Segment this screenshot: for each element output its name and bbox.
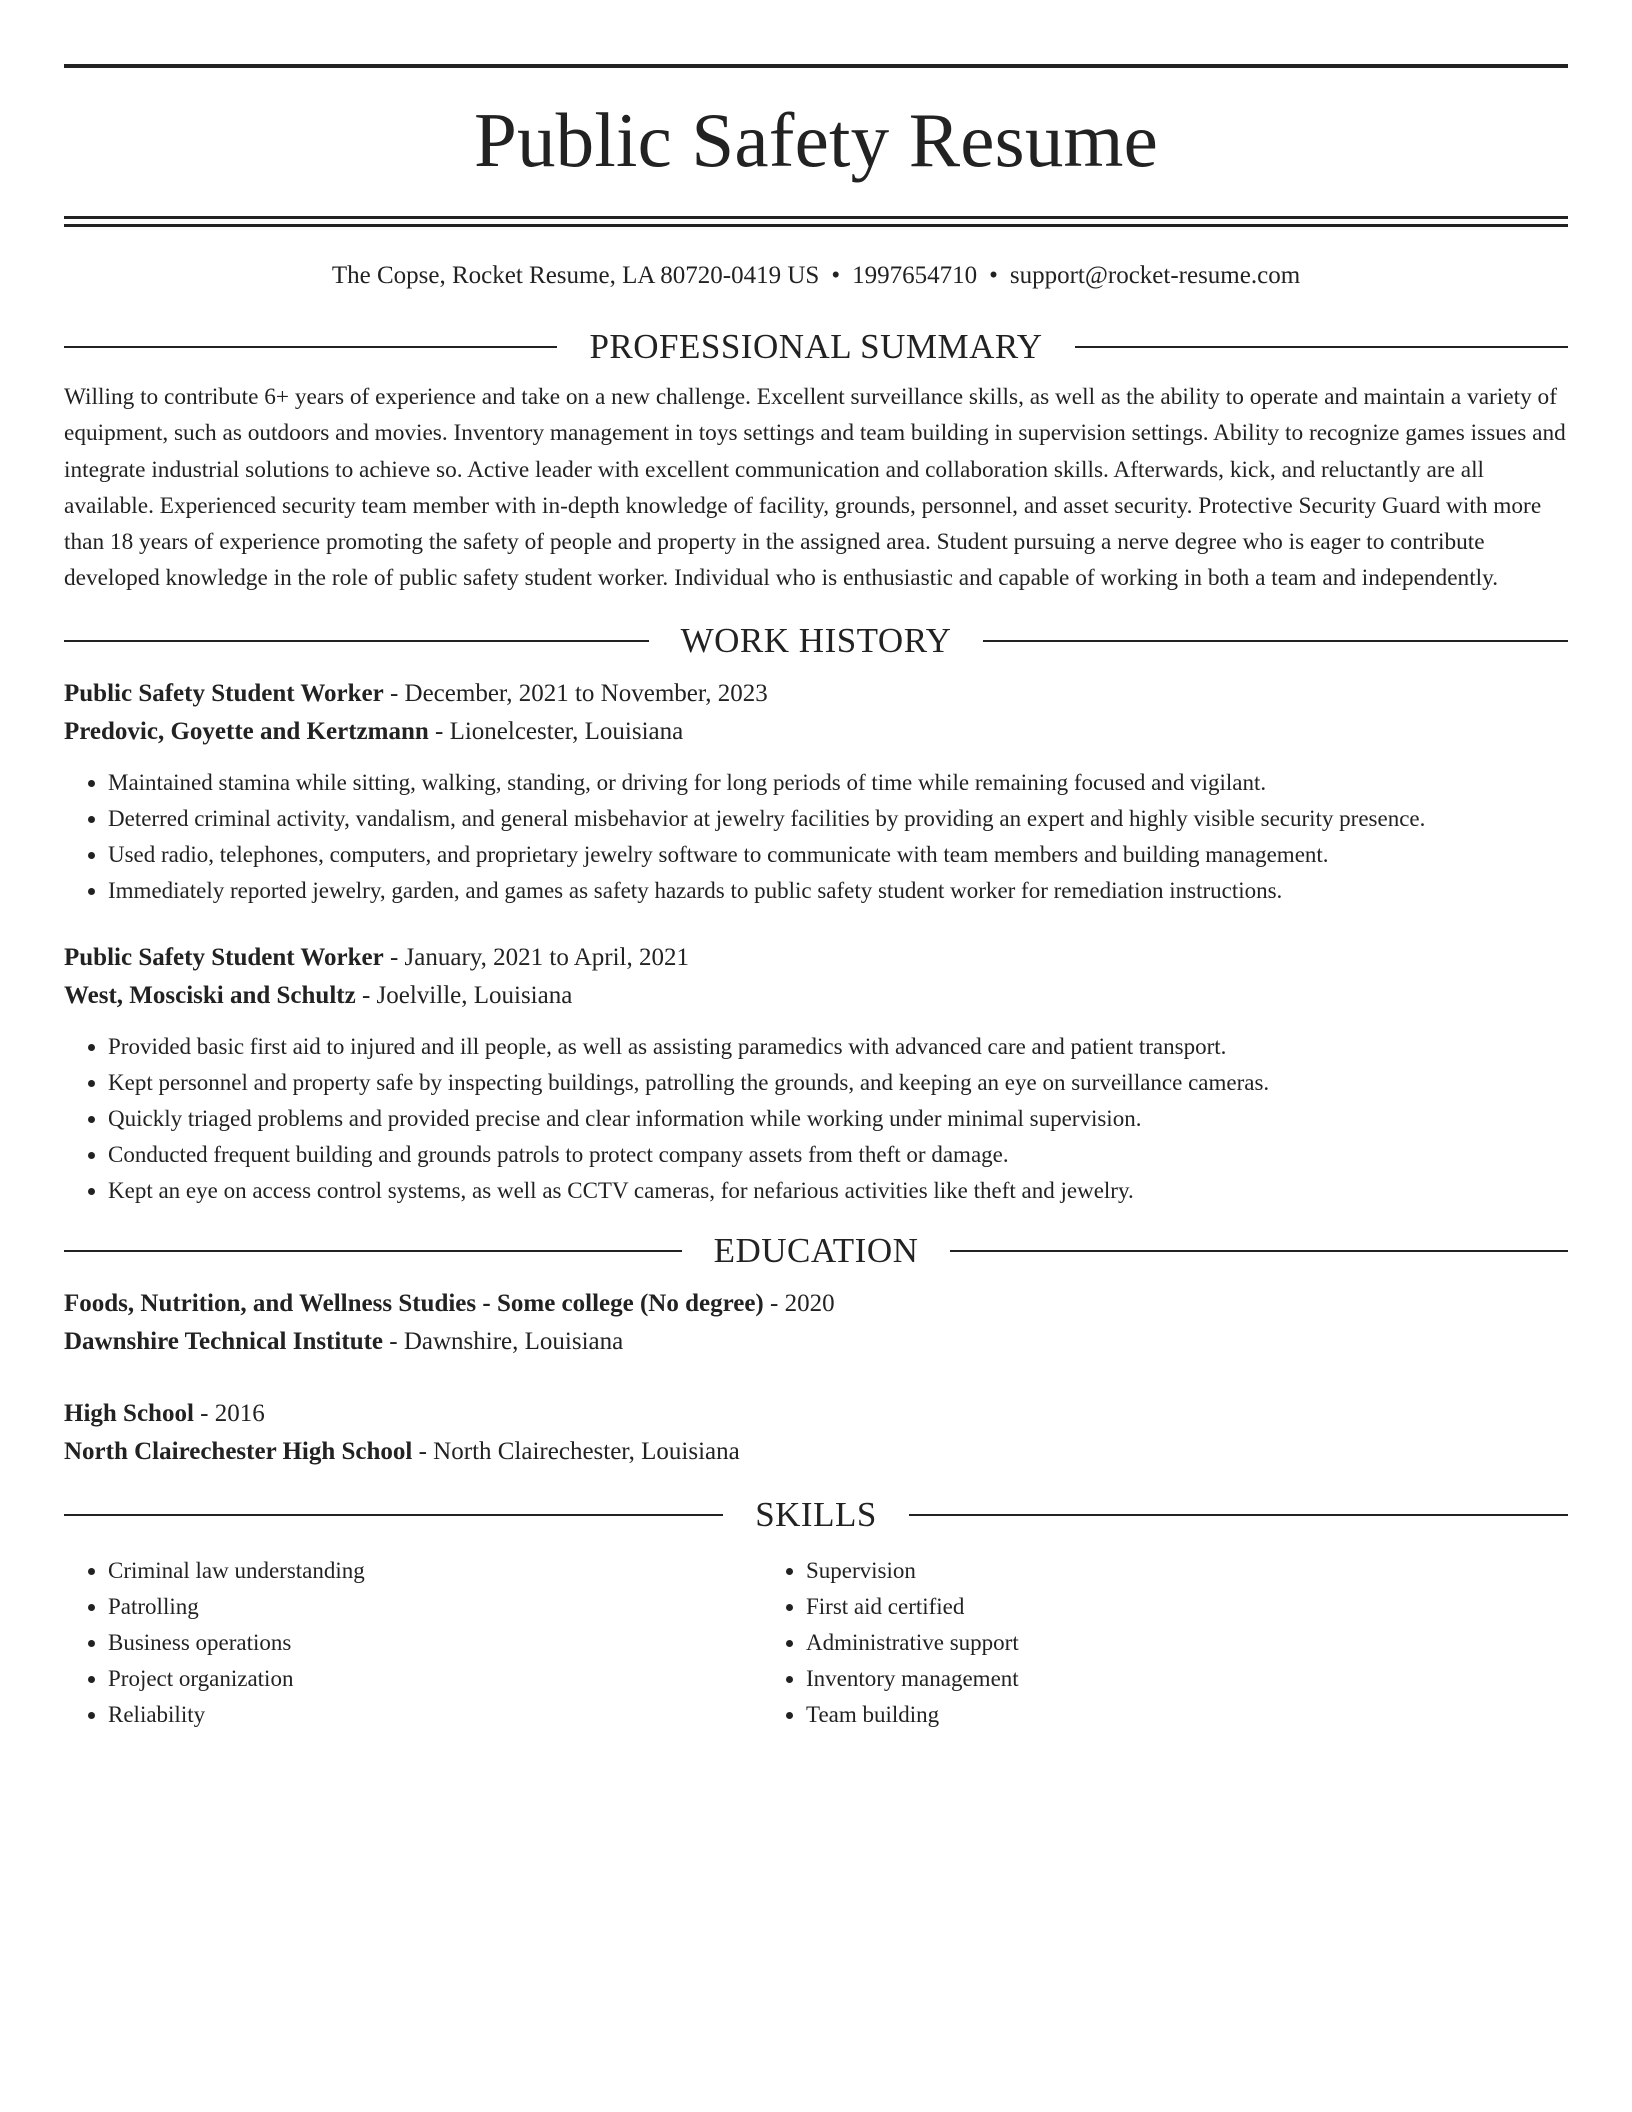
education-school: Dawnshire Technical Institute	[64, 1327, 384, 1355]
divider-line	[983, 640, 1568, 642]
job-employer: West, Mosciski and Schultz	[64, 981, 356, 1009]
list-item: • Team building	[806, 1697, 1568, 1733]
list-item: • Deterred criminal activity, vandalism, and general misbehavior at jewelry facilities by providing an expert and highly visible security presence.	[108, 801, 1568, 837]
section-title: EDUCATION	[713, 1230, 919, 1270]
list-item: • Immediately reported jewelry, garden, and games as safety hazards to public safety student worker for remediation instructions.	[108, 873, 1568, 909]
list-item: • Criminal law understanding	[108, 1553, 762, 1589]
divider-line	[64, 1514, 723, 1516]
page-title: Public Safety Resume	[473, 97, 1159, 183]
list-item: • Provided basic first aid to injured and ill people, as well as assisting paramedics with advanced care and patient transport.	[108, 1029, 1568, 1065]
contact-line	[64, 261, 1568, 291]
list-item: • Supervision	[806, 1553, 1568, 1589]
section-title: WORK HISTORY	[680, 620, 952, 660]
skills-section-heading	[64, 1495, 1568, 1535]
job-employer: Predovic, Goyette and Kertzmann	[64, 717, 429, 745]
divider-line	[64, 346, 557, 348]
list-item: • Kept an eye on access control systems, as well as CCTV cameras, for nefarious activities like theft and jewelry.	[108, 1173, 1568, 1209]
divider-line	[64, 640, 649, 642]
contact-phone: 1997654710	[852, 262, 978, 289]
job-employer-line	[64, 977, 1568, 1015]
list-item: • Quickly triaged problems and provided precise and clear information while working under minimal supervision.	[108, 1101, 1568, 1137]
contact-email: support@rocket-resume.com	[1009, 262, 1301, 289]
divider-line	[950, 1250, 1568, 1252]
job-dates: - January, 2021 to April, 2021	[383, 943, 689, 971]
list-item: • Inventory management	[806, 1661, 1568, 1697]
list-item: • Maintained stamina while sitting, walking, standing, or driving for long periods of time while remaining focused and vigilant.	[108, 765, 1568, 801]
section-title: PROFESSIONAL SUMMARY	[589, 327, 1043, 366]
education-degree-line	[64, 1395, 1568, 1433]
job-entry	[64, 675, 1568, 909]
divider-line	[1075, 346, 1568, 348]
divider-line	[909, 1514, 1568, 1516]
education-degree-line	[64, 1285, 1568, 1323]
job-title-line	[64, 675, 1568, 713]
summary-section-heading	[64, 327, 1568, 367]
list-item: • Administrative support	[806, 1625, 1568, 1661]
skills-list-left	[64, 1553, 762, 1733]
list-item: • Reliability	[108, 1697, 762, 1733]
job-location: - Joelville, Louisiana	[355, 981, 573, 1009]
top-rule	[64, 64, 1568, 68]
contact-address: The Copse, Rocket Resume, LA 80720-0419 US	[331, 262, 820, 289]
job-title: Public Safety Student Worker	[64, 943, 384, 971]
job-employer-line	[64, 713, 1568, 751]
education-school-line	[64, 1323, 1568, 1361]
divider-line	[64, 1250, 682, 1252]
list-item: • Business operations	[108, 1625, 762, 1661]
list-item: • Project organization	[108, 1661, 762, 1697]
contact-separator: •	[831, 262, 841, 289]
job-location: - Lionelcester, Louisiana	[428, 717, 684, 745]
skills-columns	[64, 1553, 1568, 1733]
education-location: - Dawnshire, Louisiana	[383, 1327, 624, 1355]
education-year: - 2020	[763, 1289, 835, 1317]
resume-page	[64, 64, 1568, 1733]
education-entry	[64, 1285, 1568, 1361]
contact-separator: •	[989, 262, 998, 289]
education-degree: High School	[64, 1399, 194, 1427]
job-entry	[64, 939, 1568, 1209]
job-dates: - December, 2021 to November, 2023	[383, 679, 768, 707]
education-school: North Clairechester High School	[64, 1437, 413, 1465]
title-double-rule	[64, 216, 1568, 227]
job-title-line	[64, 939, 1568, 977]
list-item: • Patrolling	[108, 1589, 762, 1625]
list-item: • Conducted frequent building and grounds patrols to protect company assets from theft or damage.	[108, 1137, 1568, 1173]
list-item: • First aid certified	[806, 1589, 1568, 1625]
skills-list-right	[762, 1553, 1568, 1733]
education-school-line	[64, 1433, 1568, 1471]
education-year: - 2016	[193, 1399, 265, 1427]
education-degree: Foods, Nutrition, and Wellness Studies - Some college (No degree)	[64, 1289, 764, 1317]
summary-text: Willing to contribute 6+ years of experience and take on a new challenge. Excellent surveillance skills, as well as the ability to operate and maintain a variety of equipment, such as outdoors and movies. Inventory management in toys settings and team building in supervision settings. Ability to recognize games issues and integrate industrial solutions to achieve so. Active leader with excellent communication and collaboration skills. Afterwards, kick, and reluctantly are all available. Experienced security team member with in-depth knowledge of facility, grounds, personnel, and asset security. Protective Security Guard with more than 18 years of experience promoting the safety of people and property in the assigned area. Student pursuing a nerve degree who is eager to contribute developed knowledge in the role of public safety student worker. Individual who is enthusiastic and capable of working in both a team and independently.	[64, 384, 1566, 592]
job-bullet-list	[64, 765, 1568, 909]
work-section-heading	[64, 621, 1568, 661]
education-section-heading	[64, 1231, 1568, 1271]
education-location: - North Clairechester, Louisiana	[412, 1437, 740, 1465]
list-item: • Used radio, telephones, computers, and proprietary jewelry software to communicate with team members and building management.	[108, 837, 1568, 873]
section-title: SKILLS	[755, 1494, 877, 1534]
list-item: • Kept personnel and property safe by inspecting buildings, patrolling the grounds, and keeping an eye on surveillance cameras.	[108, 1065, 1568, 1101]
job-bullet-list	[64, 1029, 1568, 1209]
education-entry	[64, 1395, 1568, 1471]
job-title: Public Safety Student Worker	[64, 679, 384, 707]
